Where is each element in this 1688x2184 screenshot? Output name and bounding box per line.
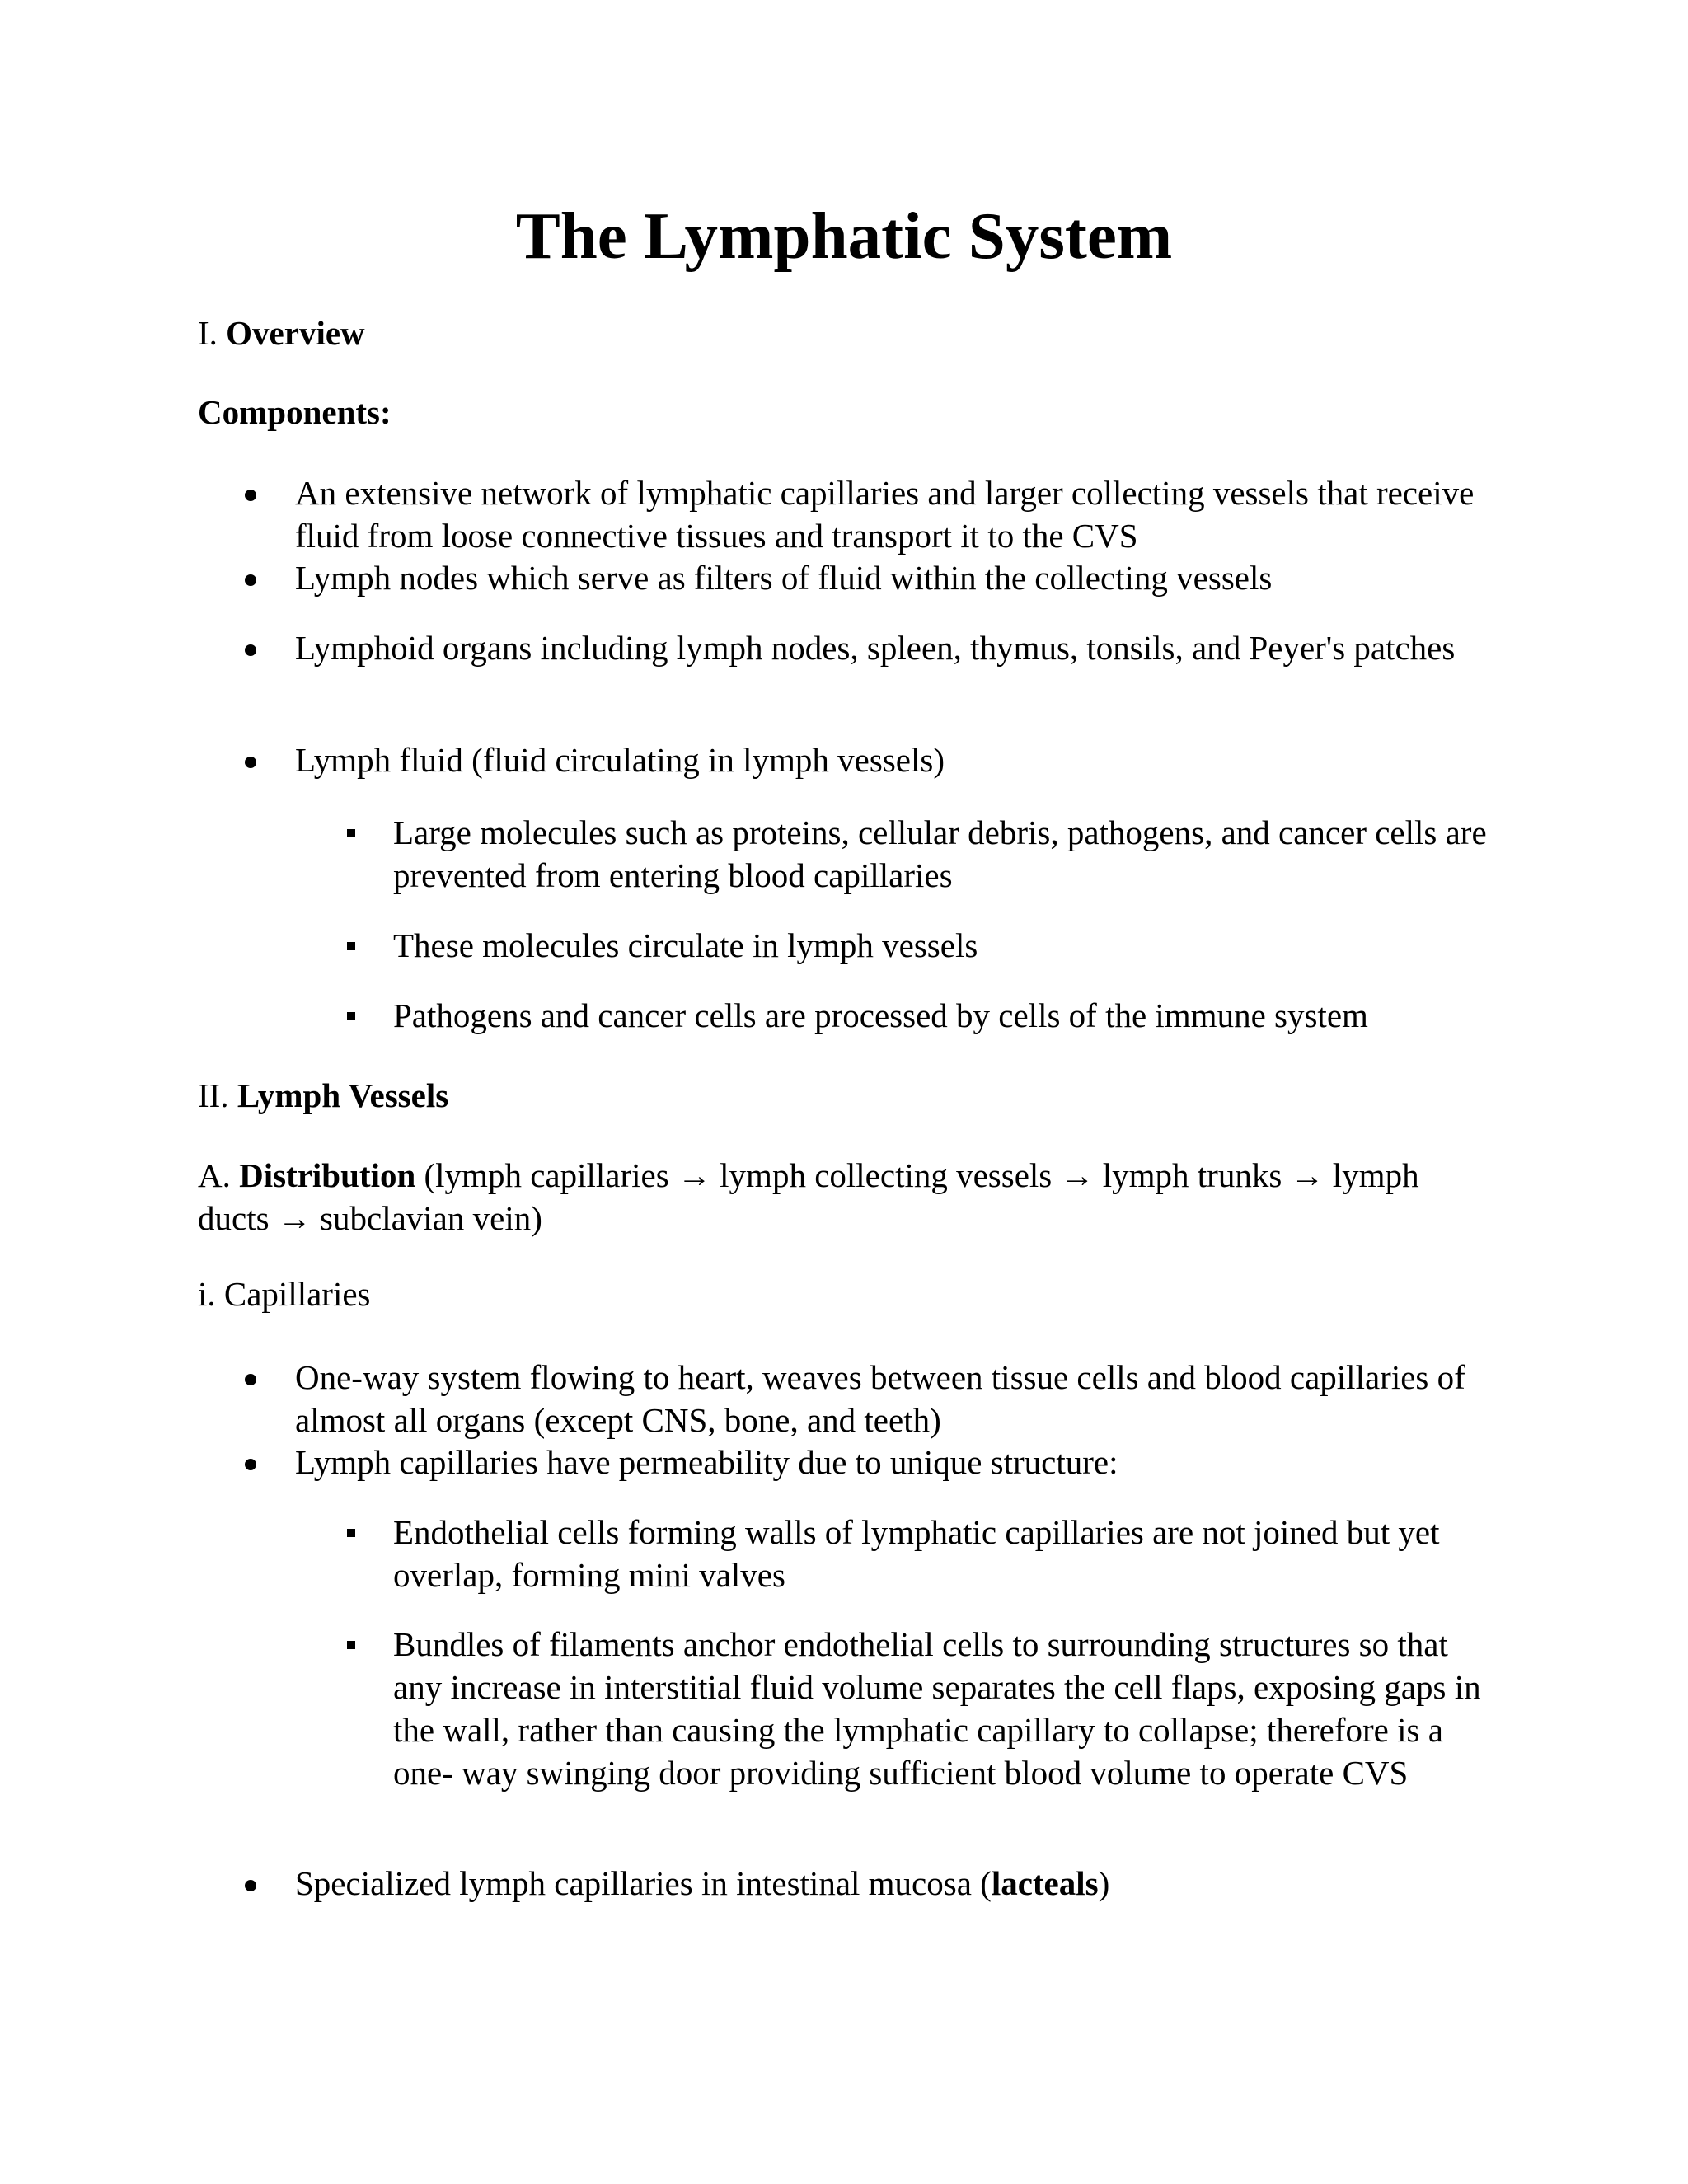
section-1-heading [198, 312, 1484, 354]
lacteals-item-text: Specialized lymph capillaries in intestinal mucosa ( [295, 1864, 992, 1902]
section-2-title: Lymph Vessels [237, 1076, 449, 1114]
distribution-paragraph [198, 1154, 1484, 1240]
distribution-text: (lymph capillaries → lymph collecting vessels → lymph trunks → lymph ducts → subclavian vein) [198, 1156, 1419, 1237]
section-2-heading [198, 1074, 1484, 1117]
distribution-prefix: A. [198, 1156, 231, 1194]
square-bullet-icon [347, 1641, 355, 1649]
list-item: Lymph nodes which serve as filters of fluid within the collecting vessels [295, 559, 1273, 597]
sub-list-item: Large molecules such as proteins, cellular debris, pathogens, and cancer cells are prevented from entering blood capillaries [393, 813, 1487, 894]
bullet-icon [245, 574, 256, 586]
square-bullet-icon [347, 1012, 355, 1020]
bullet-icon [245, 1880, 256, 1891]
lacteals-item-close: ) [1098, 1864, 1110, 1902]
bullet-icon [245, 644, 256, 656]
page-title: The Lymphatic System [515, 199, 1173, 273]
section-1-numeral: I. [198, 314, 218, 352]
list-item: One-way system flowing to heart, weaves between tissue cells and blood capillaries of almost all organs (except CNS, bone, and teeth) [295, 1358, 1465, 1439]
square-bullet-icon [347, 942, 355, 950]
capillaries-heading: i. Capillaries [198, 1275, 371, 1313]
list-item: An extensive network of lymphatic capillaries and larger collecting vessels that receive fluid from loose connective tissues and transport it to the CVS [295, 474, 1475, 555]
bullet-icon [245, 490, 256, 501]
list-item [295, 1862, 1482, 1905]
bullet-icon [245, 1459, 256, 1470]
sub-list-item: Bundles of filaments anchor endothelial cells to surrounding structures so that any increase in interstitial fluid volume separates the cell flaps, exposing gaps in the wall, rather than causing the lymphatic capillary to collapse; therefore is a one- way swinging door providing sufficient blood volume to operate CVS [393, 1625, 1481, 1792]
square-bullet-icon [347, 829, 355, 837]
sub-list-item: Pathogens and cancer cells are processed by cells of the immune system [393, 996, 1368, 1034]
list-item: Lymph fluid (fluid circulating in lymph vessels) [295, 741, 945, 779]
section-2-numeral: II. [198, 1076, 229, 1114]
sub-list-item: These molecules circulate in lymph vessels [393, 926, 978, 964]
bullet-icon [245, 1374, 256, 1385]
square-bullet-icon [347, 1529, 355, 1537]
list-item: Lymphoid organs including lymph nodes, spleen, thymus, tonsils, and Peyer's patches [295, 629, 1456, 667]
list-item: Lymph capillaries have permeability due to unique structure: [295, 1443, 1118, 1481]
sub-list-item: Endothelial cells forming walls of lymphatic capillaries are not joined but yet overlap, forming mini valves [393, 1513, 1440, 1594]
section-1-title: Overview [226, 314, 365, 352]
distribution-label: Distribution [239, 1156, 416, 1194]
components-label: Components: [198, 393, 392, 431]
bullet-icon [245, 757, 256, 768]
lacteals-term: lacteals [991, 1864, 1099, 1902]
